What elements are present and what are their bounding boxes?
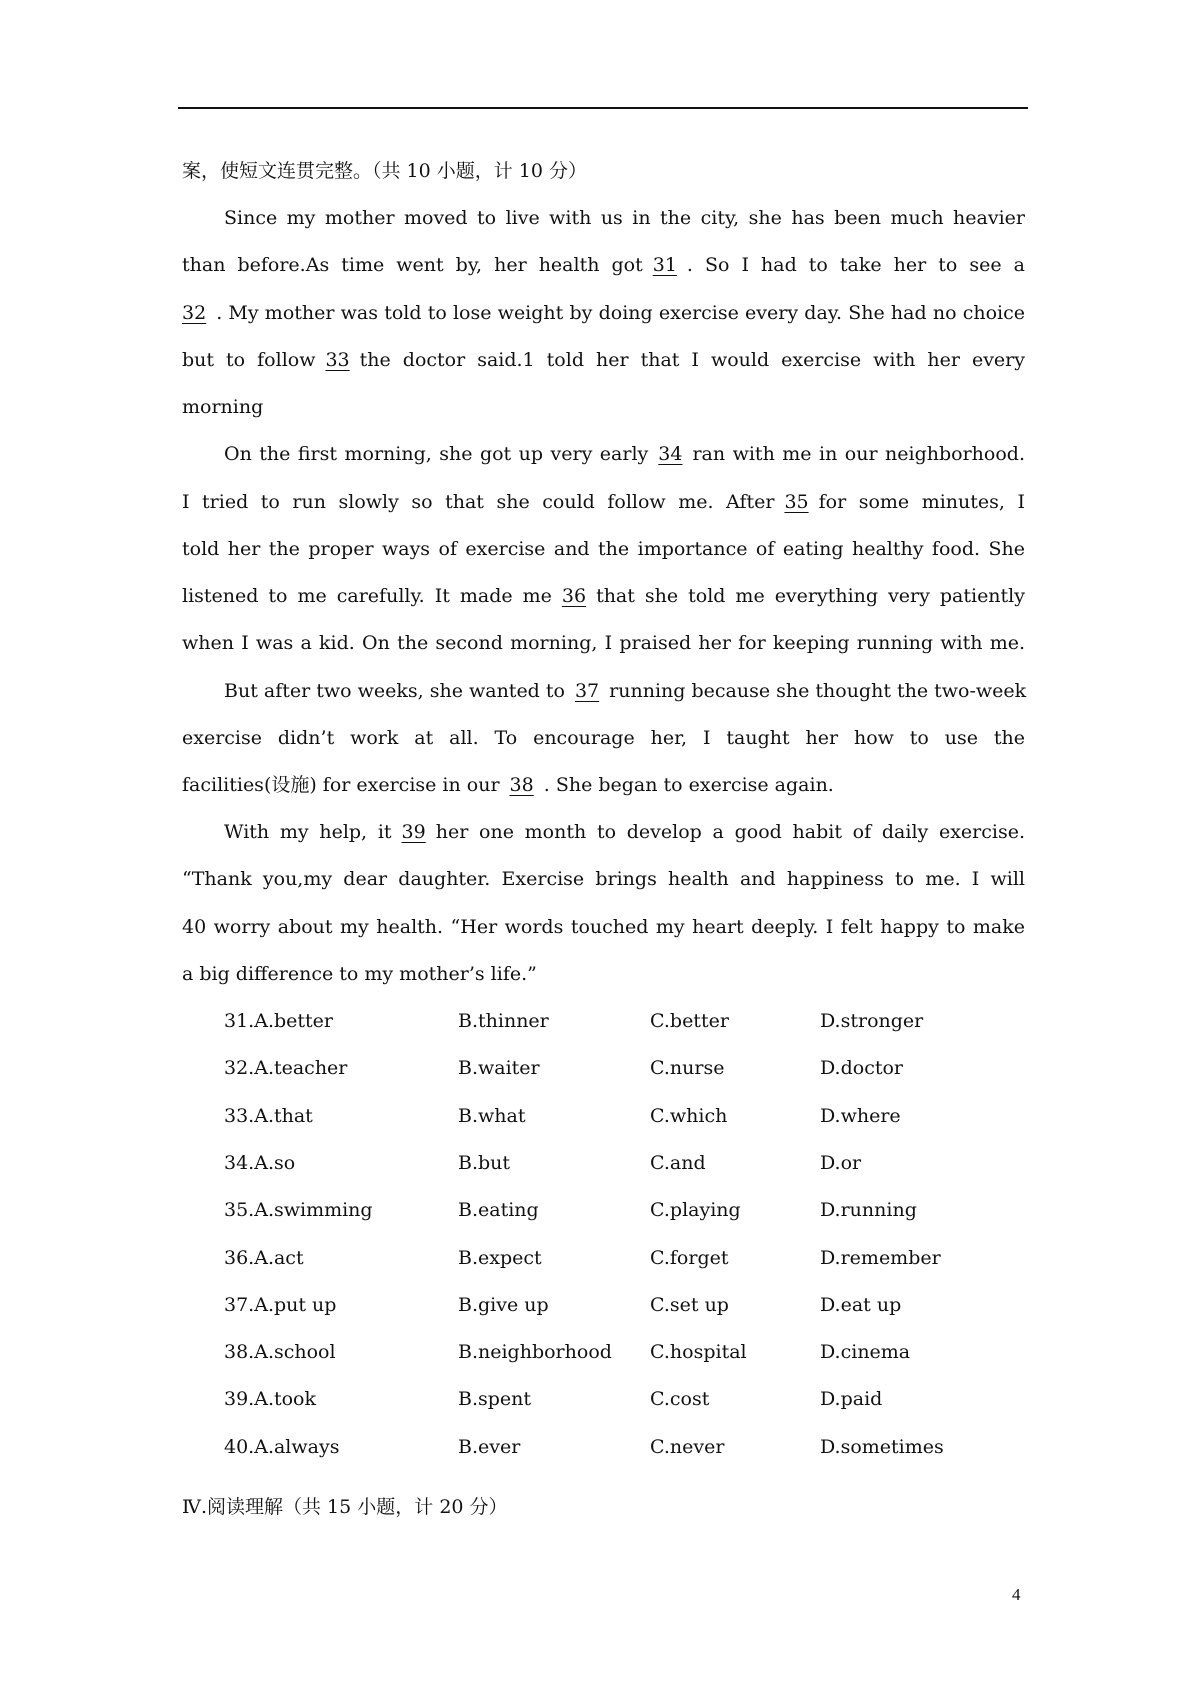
option-row: [224, 1055, 1025, 1081]
passage-line: But after two weeks, she wanted to 37 running because she thought the two-week: [224, 680, 1027, 702]
passage-line: exercise didn’t work at all. To encourage her, I taught her how to use the: [182, 727, 1025, 749]
option-choice: B.what: [458, 1104, 526, 1127]
blank-38: 38: [509, 774, 534, 796]
option-choice: 38.A.school: [224, 1341, 336, 1364]
option-choice: D.eat up: [820, 1293, 902, 1316]
option-choice: D.or: [820, 1151, 862, 1174]
option-choice: 37.A.put up: [224, 1293, 337, 1316]
option-choice: C.cost: [650, 1388, 710, 1411]
option-choice: B.spent: [458, 1388, 532, 1411]
option-choice: 39.A.took: [224, 1388, 317, 1411]
blank-33: 33: [325, 349, 350, 371]
passage-line: morning: [182, 396, 264, 418]
option-row: [224, 1434, 1025, 1460]
passage-line: told her the proper ways of exercise and the importance of eating healthy food. She: [182, 538, 1025, 560]
option-choice: D.remember: [820, 1246, 941, 1269]
option-choice: B.expect: [458, 1246, 542, 1269]
option-choice: 40.A.always: [224, 1435, 340, 1458]
passage-line: I tried to run slowly so that she could follow me. After 35 for some minutes, I: [182, 491, 1025, 513]
option-choice: 32.A.teacher: [224, 1057, 348, 1080]
blank-35: 35: [784, 491, 809, 513]
blank-31: 31: [652, 254, 677, 276]
option-choice: C.set up: [650, 1293, 729, 1316]
option-choice: B.thinner: [458, 1010, 549, 1032]
option-choice: 33.A.that: [224, 1104, 313, 1127]
option-choice: D.doctor: [820, 1057, 903, 1080]
blank-39: 39: [401, 821, 426, 843]
option-row: [224, 1386, 1025, 1412]
passage-line: On the first morning, she got up very early 34 ran with me in our neighborhood.: [224, 443, 1025, 465]
passage-line: 32 . My mother was told to lose weight by doing exercise every day. She had no choice: [182, 302, 1025, 324]
option-choice: 36.A.act: [224, 1246, 304, 1269]
option-row: [224, 1245, 1025, 1271]
option-row: [224, 1339, 1025, 1365]
option-choice: 31.A.better: [224, 1010, 333, 1032]
page-number: 4: [1012, 1585, 1021, 1604]
option-row: [224, 1008, 1025, 1034]
passage-line: facilities(设施) for exercise in our 38 . She began to exercise again.: [182, 774, 834, 796]
option-choice: B.give up: [458, 1293, 549, 1316]
option-choice: C.and: [650, 1151, 706, 1174]
option-choice: B.ever: [458, 1435, 521, 1458]
option-choice: D.stronger: [820, 1010, 924, 1032]
section-intro: 案，使短文连贯完整。（共 10 小题，计 10 分）: [182, 160, 588, 182]
option-choice: 34.A.so: [224, 1151, 296, 1174]
passage-line: With my help, it 39 her one month to develop a good habit of daily exercise.: [224, 821, 1026, 843]
passage-line: when I was a kid. On the second morning, I praised her for keeping running with me.: [182, 632, 1025, 654]
option-choice: D.paid: [820, 1388, 883, 1411]
passage-line: but to follow 33 the doctor said.1 told her that I would exercise with her every: [182, 349, 1025, 371]
option-choice: B.but: [458, 1151, 511, 1174]
option-row: [224, 1150, 1025, 1176]
option-row: [224, 1103, 1025, 1129]
blank-34: 34: [658, 443, 683, 465]
option-choice: D.running: [820, 1199, 917, 1222]
option-choice: D.sometimes: [820, 1435, 944, 1458]
option-choice: 35.A.swimming: [224, 1199, 373, 1222]
passage-line: a big difference to my mother’s life.”: [182, 963, 537, 985]
option-choice: C.hospital: [650, 1341, 747, 1364]
section-4-heading: Ⅳ.阅读理解（共 15 小题，计 20 分）: [182, 1496, 508, 1518]
option-choice: B.waiter: [458, 1057, 540, 1080]
header-rule: [178, 107, 1028, 109]
option-choice: C.never: [650, 1435, 725, 1458]
passage-line: 40 worry about my health. “Her words touched my heart deeply. I felt happy to make: [182, 916, 1025, 938]
option-row: [224, 1292, 1025, 1318]
passage-line: listened to me carefully. It made me 36 that she told me everything very patiently: [182, 585, 1025, 607]
blank-36: 36: [561, 585, 587, 607]
option-choice: C.nurse: [650, 1057, 725, 1080]
option-row: [224, 1197, 1025, 1223]
option-choice: C.forget: [650, 1246, 729, 1269]
blank-32: 32: [182, 302, 207, 324]
passage-line: “Thank you,my dear daughter. Exercise brings health and happiness to me. I will: [182, 868, 1025, 890]
passage-line: than before.As time went by, her health got 31 . So I had to take her to see a: [182, 254, 1025, 276]
option-choice: C.which: [650, 1104, 728, 1127]
blank-37: 37: [574, 680, 600, 702]
option-choice: B.eating: [458, 1199, 539, 1222]
option-choice: D.where: [820, 1104, 901, 1127]
option-choice: D.cinema: [820, 1341, 911, 1364]
option-choice: C.playing: [650, 1199, 741, 1222]
option-choice: B.neighborhood: [458, 1341, 612, 1364]
option-choice: C.better: [650, 1010, 729, 1032]
passage-line: Since my mother moved to live with us in the city, she has been much heavier: [224, 207, 1025, 229]
